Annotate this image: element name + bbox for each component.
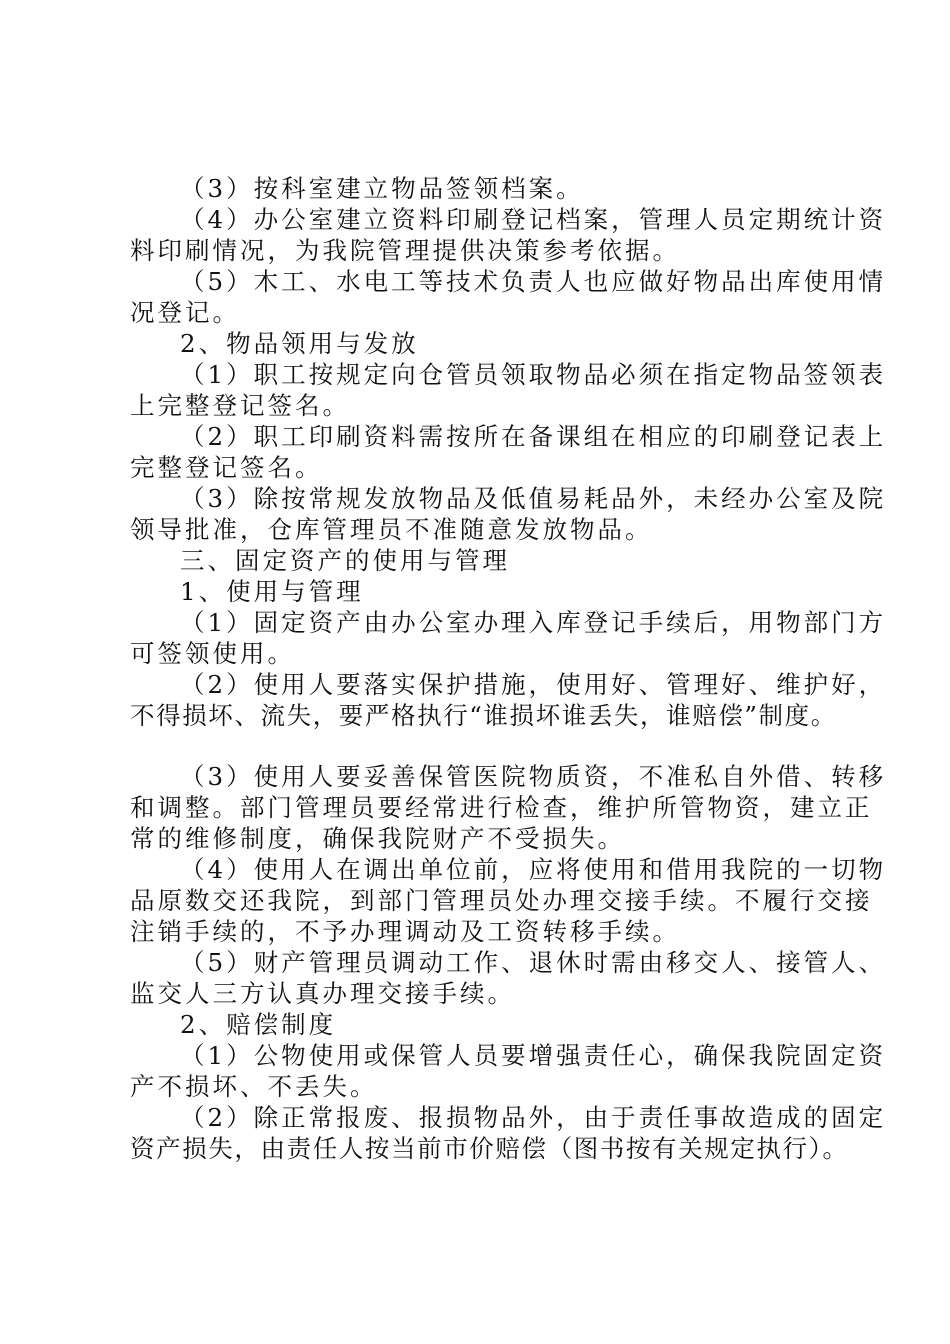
text-line: 和调整。部门管理员要经常进行检查，维护所管物资，建立正	[130, 793, 873, 822]
text-line: （2）除正常报废、报损物品外，由于责任事故造成的固定	[180, 1103, 887, 1132]
text-line: （1）公物使用或保管人员要增强责任心，确保我院固定资	[180, 1041, 887, 1070]
text-line: 常的维修制度，确保我院财产不受损失。	[130, 824, 625, 853]
text-line: 上完整登记签名。	[130, 391, 350, 420]
text-line: 不得损坏、流失，要严格执行“谁损坏谁丢失，谁赔偿”制度。	[130, 701, 837, 730]
section-heading: 2、赔偿制度	[180, 1010, 337, 1039]
text-line: （4）办公室建立资料印刷登记档案，管理人员定期统计资	[180, 205, 887, 234]
text-line: 况登记。	[130, 298, 240, 327]
text-line: （5）财产管理员调动工作、退休时需由移交人、接管人、	[180, 948, 887, 977]
text-line: （5）木工、水电工等技术负责人也应做好物品出库使用情	[180, 267, 887, 296]
section-heading: 三、固定资产的使用与管理	[180, 546, 510, 575]
text-line: （2）职工印刷资料需按所在备课组在相应的印刷登记表上	[180, 422, 887, 451]
text-line: 料印刷情况，为我院管理提供决策参考依据。	[130, 236, 680, 265]
text-line: 完整登记签名。	[130, 453, 323, 482]
section-heading: 1、使用与管理	[180, 577, 364, 606]
text-line: （4）使用人在调出单位前，应将使用和借用我院的一切物	[180, 855, 887, 884]
text-line: （3）按科室建立物品签领档案。	[180, 174, 584, 203]
text-line: 品原数交还我院，到部门管理员处办理交接手续。不履行交接	[130, 886, 873, 915]
text-line: 资产损失，由责任人按当前市价赔偿（图书按有关规定执行）。	[130, 1134, 849, 1163]
text-line: 产不损坏、不丢失。	[130, 1072, 378, 1101]
text-line: 领导批准，仓库管理员不准随意发放物品。	[130, 515, 653, 544]
text-line: 监交人三方认真办理交接手续。	[130, 979, 515, 1008]
text-line: （2）使用人要落实保护措施，使用好、管理好、维护好，	[180, 670, 887, 699]
text-line: （1）固定资产由办公室办理入库登记手续后，用物部门方	[180, 608, 887, 637]
section-heading: 2、物品领用与发放	[180, 329, 419, 358]
text-line: （1）职工按规定向仓管员领取物品必须在指定物品签领表	[180, 360, 887, 389]
text-line: （3）除按常规发放物品及低值易耗品外，未经办公室及院	[180, 484, 887, 513]
text-line: 可签领使用。	[130, 639, 295, 668]
text-line: （3）使用人要妥善保管医院物质资，不准私自外借、转移	[180, 762, 887, 791]
text-line: 注销手续的，不予办理调动及工资转移手续。	[130, 917, 680, 946]
